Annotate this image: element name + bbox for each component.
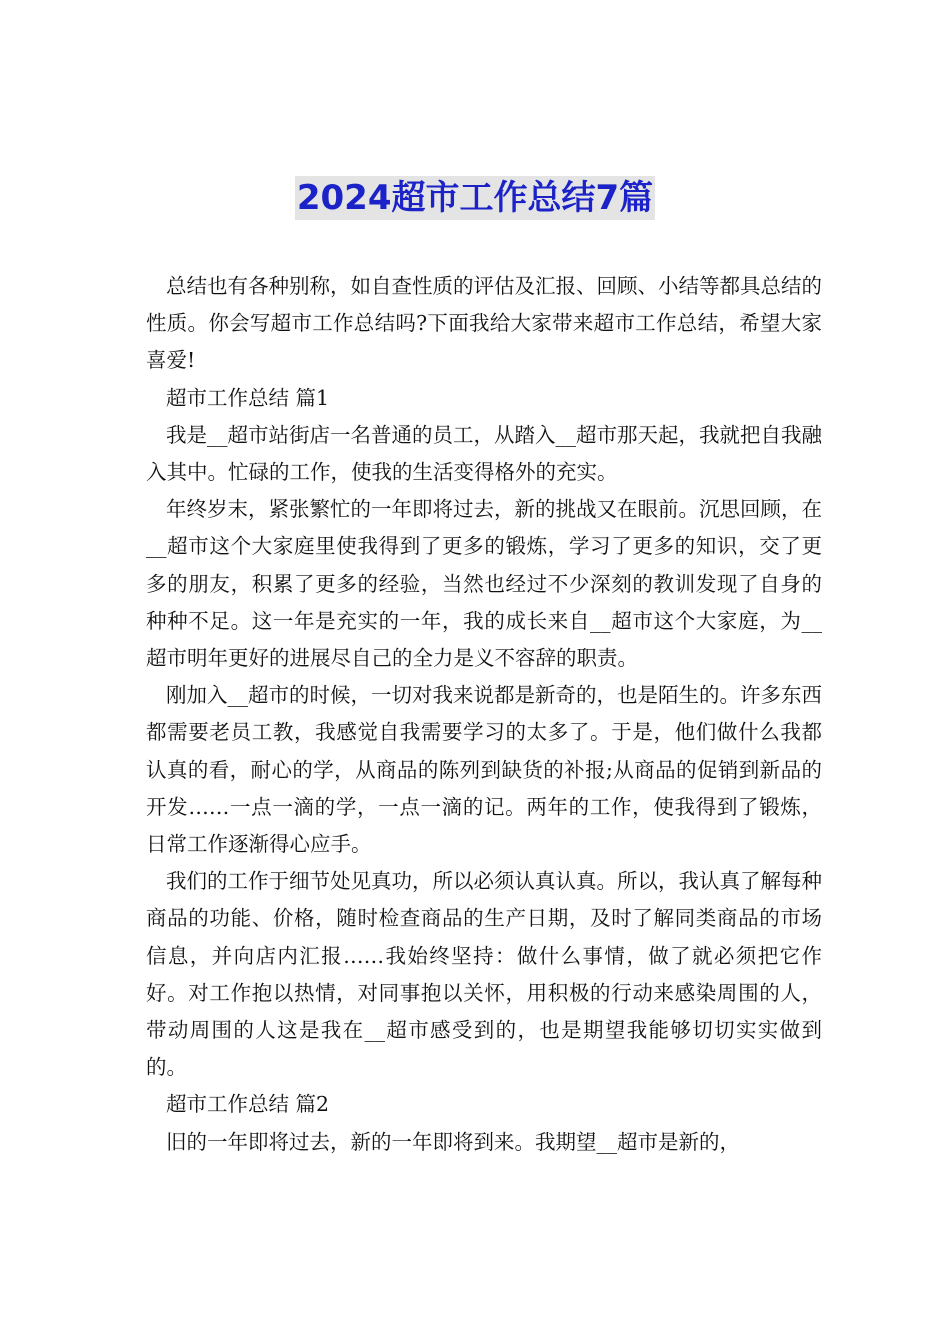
paragraph-intro: 总结也有各种别称，如自查性质的评估及汇报、回顾、小结等都具总结的性质。你会写超市工作总结吗?下面我给大家带来超市工作总结，希望大家喜爱! bbox=[146, 274, 822, 373]
section-heading-2: 超市工作总结 篇2 bbox=[166, 1092, 330, 1117]
paragraph: 刚加入__超市的时候，一切对我来说都是新奇的，也是陌生的。许多东西都需要老员工教，我感觉自我需要学习的太多了。于是，他们做什么我都认真的看，耐心的学，从商品的陈列到缺货的补报;从商品的促销到新品的开发……一点一滴的学，一点一滴的记。两年的工作，使我得到了锻炼，日常工作逐渐得心应手。 bbox=[146, 683, 822, 857]
paragraph: 我是__超市站街店一名普通的员工，从踏入__超市那天起，我就把自我融入其中。忙碌的工作，使我的生活变得格外的充实。 bbox=[146, 422, 822, 485]
paragraph: 我们的工作于细节处见真功，所以必须认真认真。所以，我认真了解每种商品的功能、价格，随时检查商品的生产日期，及时了解同类商品的市场信息，并向店内汇报……我始终坚持：做什么事情，做了就必须把它作好。对工作抱以热情，对同事抱以关怀，用积极的行动来感染周围的人，带动周围的人这是我在__超市感受到的，也是期望我能够切切实实做到的。 bbox=[146, 869, 822, 1080]
paragraph: 旧的一年即将过去，新的一年即将到来。我期望__超市是新的， bbox=[166, 1129, 740, 1154]
document-body bbox=[146, 268, 822, 1161]
paragraph: 年终岁末，紧张繁忙的一年即将过去，新的挑战又在眼前。沉思回顾，在__超市这个大家庭里使我得到了更多的锻炼，学习了更多的知识，交了更多的朋友，积累了更多的经验，当然也经过不少深刻的教训发现了自身的种种不足。这一年是充实的一年，我的成长来自__超市这个大家庭，为__超市明年更好的进展尽自己的全力是义不容辞的职责。 bbox=[146, 497, 822, 671]
section-heading-1: 超市工作总结 篇1 bbox=[166, 385, 330, 410]
title-container bbox=[0, 176, 950, 220]
document-title: 2024超市工作总结7篇 bbox=[296, 178, 654, 218]
